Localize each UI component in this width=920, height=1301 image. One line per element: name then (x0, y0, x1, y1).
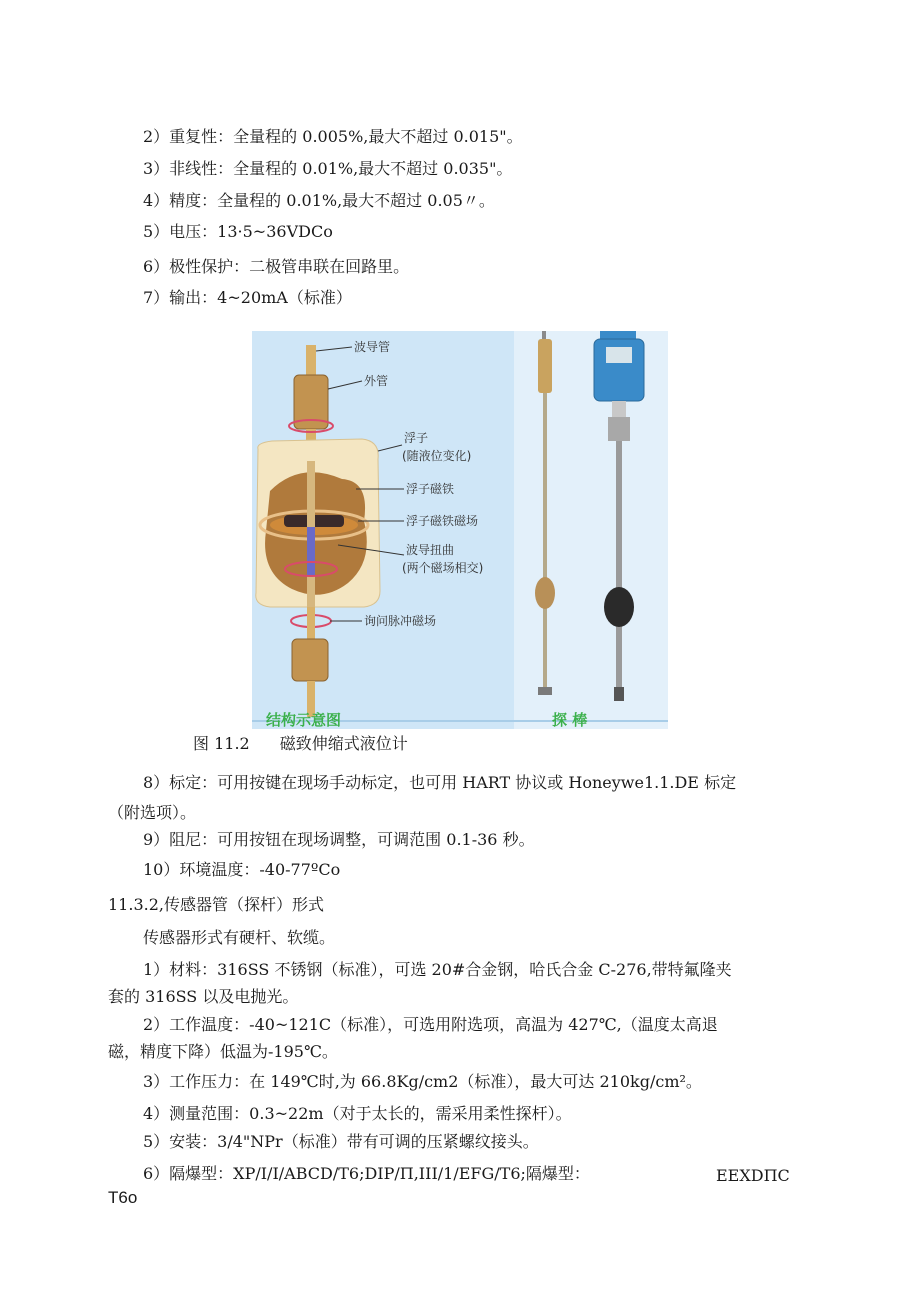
pressure-line: 3）工作压力：在 149℃时,为 66.8Kg∕cm2（标准），最大可达 210kg∕cm²。 (143, 1072, 702, 1091)
t6-label: T6o (108, 1188, 138, 1207)
label-float-magnet: 浮子磁铁 (406, 482, 455, 496)
spec-line-4: 4）精度：全量程的 0.01%,最大不超过 0.05〃。 (143, 191, 495, 210)
explosion-line: 6）隔爆型：XP∕Ⅰ∕Ⅰ∕ABCD∕T6;DIP∕Π,III/1/EFG/T6;隔爆型： (143, 1164, 590, 1183)
label-waveguide: 波导管 (354, 340, 391, 354)
section-heading: 11.3.2,传感器管（探杆）形式 (108, 895, 324, 914)
spec-line-6: 6）极性保护：二极管串联在回路里。 (143, 257, 410, 276)
spec-line-7: 7）输出：4~20mA（标准） (143, 288, 352, 307)
explosion-tail: EEXDΠC (716, 1166, 790, 1185)
right-panel-background (514, 331, 668, 729)
figure-magnetostrictive-gauge (252, 331, 668, 729)
range-line: 4）测量范围：0.3~22m（对于太长的，需采用柔性探杆）。 (143, 1104, 572, 1123)
label-twist-note: (两个磁场相交) (402, 561, 484, 575)
install-line: 5）安装：3/4"NPr（标准）带有可调的压紧螺纹接头。 (143, 1132, 539, 1151)
label-float-note: (随液位变化) (402, 449, 472, 463)
para-8-line-1: 8）标定：可用按键在现场手动标定，也可用 HART 协议或 Honeywe1.1.DE 标定 (143, 773, 737, 792)
spec-line-5: 5）电压：13·5~36VDCo (143, 222, 333, 241)
caption-number: 图 11.2 (193, 734, 250, 753)
label-structure-title: 结构示意图 (266, 711, 342, 729)
para-9: 9）阻尼：可用按钮在现场调整，可调范围 0.1-36 秒。 (143, 830, 535, 849)
label-outer-tube: 外管 (364, 374, 389, 388)
temperature-line-2: 磁，精度下降）低温为-195℃。 (108, 1042, 338, 1061)
label-float: 浮子 (404, 431, 429, 445)
material-line-1: 1）材料：316SS 不锈钢（标准），可选 20#合金钢，哈氏合金 C-276,带特氟隆夹 (143, 960, 732, 979)
temperature-line-1: 2）工作温度：-40~121C（标准），可选用附选项，高温为 427℃,（温度太高退 (143, 1015, 718, 1034)
intro-line: 传感器形式有硬杆、软缆。 (143, 928, 336, 947)
label-waveguide-twist: 波导扭曲 (406, 543, 455, 557)
label-interrogation-field: 询问脉冲磁场 (364, 614, 437, 628)
caption-text: 磁致伸缩式液位计 (279, 734, 408, 753)
material-line-2: 套的 316SS 以及电抛光。 (108, 987, 299, 1006)
label-float-magnet-field: 浮子磁铁磁场 (406, 514, 479, 528)
label-probe-title: 探 棒 (552, 711, 588, 729)
spec-line-2: 2）重复性：全量程的 0.005%,最大不超过 0.015"。 (143, 127, 523, 146)
para-10: 10）环境温度：-40-77ºCo (143, 860, 341, 879)
figure-caption (193, 733, 408, 755)
spec-line-3: 3）非线性：全量程的 0.01%,最大不超过 0.035"。 (143, 159, 513, 178)
para-8-line-2: （附选项）。 (108, 803, 197, 822)
